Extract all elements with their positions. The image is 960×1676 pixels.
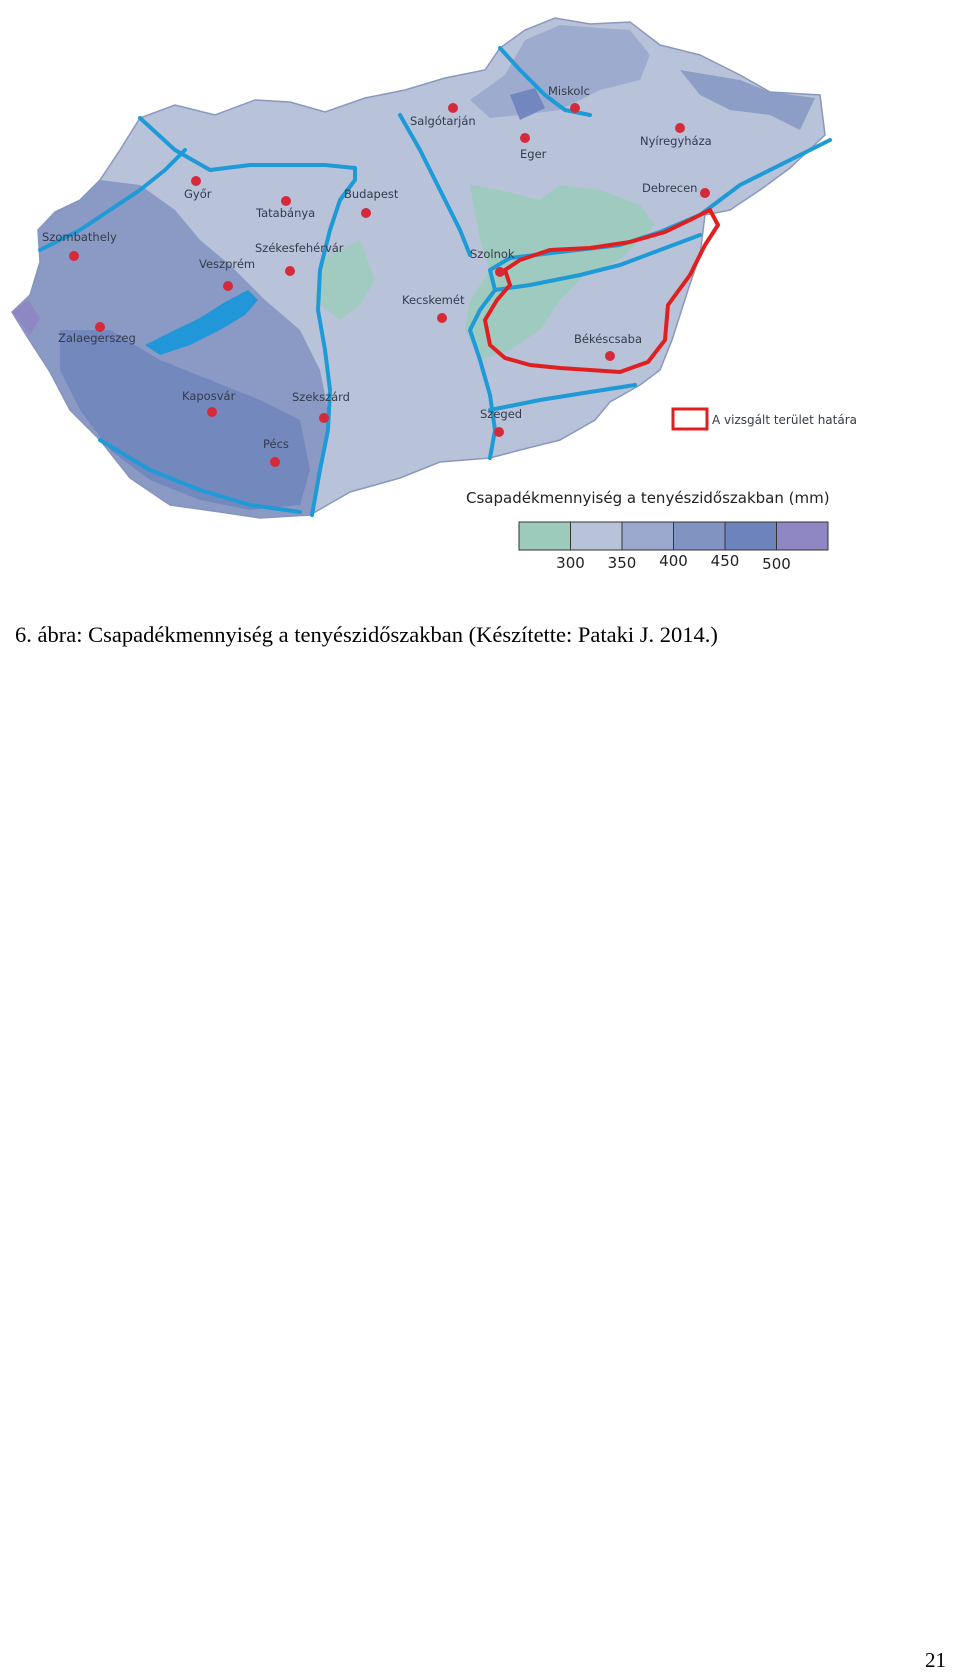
city-marker — [281, 196, 291, 206]
legend-tick-label: 450 — [710, 552, 740, 570]
city-marker — [223, 281, 233, 291]
city-marker — [191, 176, 201, 186]
city-label: Szombathely — [42, 230, 117, 244]
city-marker — [675, 123, 685, 133]
city-label: Szeged — [480, 407, 523, 421]
city-label: Szolnok — [470, 247, 515, 261]
city-label: Budapest — [344, 187, 399, 201]
city-marker — [570, 103, 580, 113]
city-marker — [270, 457, 280, 467]
legend-swatch — [777, 522, 829, 550]
study-area-legend-label: A vizsgált terület határa — [712, 413, 858, 427]
city-label: Nyíregyháza — [640, 134, 712, 148]
legend-tick-label: 350 — [607, 554, 637, 572]
city-marker — [605, 351, 615, 361]
page-number: 21 — [925, 1648, 946, 1672]
city-label: Debrecen — [642, 181, 698, 195]
figure-caption: 6. ábra: Csapadékmennyiség a tenyészidőszakban (Készítette: Pataki J. 2014.) — [15, 622, 718, 647]
legend-swatch — [571, 522, 623, 550]
city-label: Kecskemét — [402, 293, 465, 307]
city-marker — [361, 208, 371, 218]
city-marker — [494, 427, 504, 437]
legend-swatch — [674, 522, 726, 550]
legend-swatch — [519, 522, 571, 550]
city-marker — [520, 133, 530, 143]
legend-tick-labels — [556, 552, 791, 573]
legend-swatch — [725, 522, 777, 550]
city-label: Zalaegerszeg — [58, 331, 136, 345]
legend-tick-label: 300 — [556, 554, 585, 572]
city-label: Békéscsaba — [574, 332, 642, 346]
city-label: Salgótarján — [410, 114, 476, 128]
city-marker — [285, 266, 295, 276]
precipitation-map — [0, 0, 960, 590]
city-label: Pécs — [263, 437, 289, 451]
city-marker — [207, 407, 217, 417]
city-label: Eger — [520, 147, 547, 161]
city-marker — [437, 313, 447, 323]
city-label: Kaposvár — [182, 389, 236, 403]
city-marker — [319, 413, 329, 423]
city-label: Tatabánya — [256, 206, 316, 220]
legend-swatch — [622, 522, 674, 550]
precipitation-map-figure — [0, 0, 960, 590]
city-label: Szekszárd — [292, 390, 350, 404]
city-label: Székesfehérvár — [255, 241, 344, 255]
city-marker — [69, 251, 79, 261]
city-label: Győr — [184, 187, 212, 201]
city-marker — [495, 267, 505, 277]
legend-tick-label: 400 — [659, 552, 688, 570]
study-area-legend-swatch — [673, 409, 707, 429]
city-label: Veszprém — [199, 257, 256, 271]
city-marker — [700, 188, 710, 198]
city-label: Miskolc — [548, 84, 590, 98]
legend-tick-label: 500 — [762, 555, 791, 573]
legend-title: Csapadékmennyiség a tenyészidőszakban (mm) — [466, 489, 830, 507]
legend-color-bar — [519, 522, 828, 550]
city-marker — [448, 103, 458, 113]
